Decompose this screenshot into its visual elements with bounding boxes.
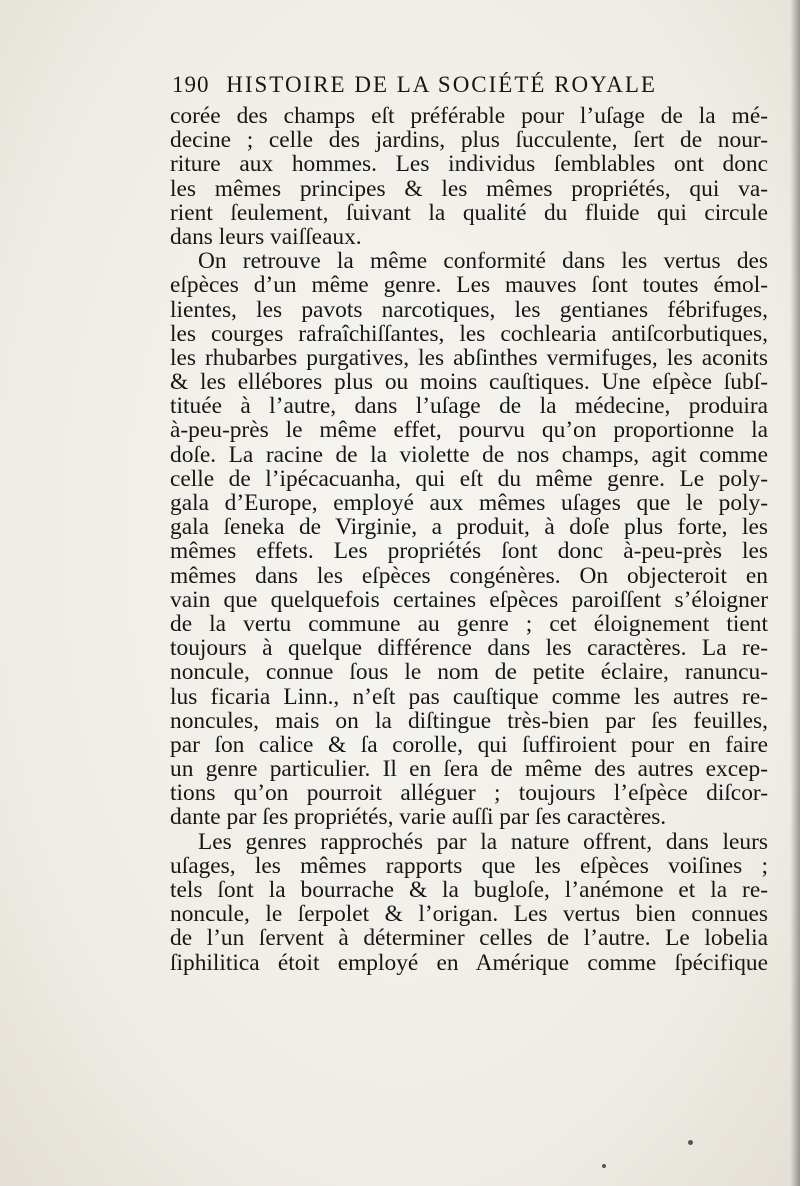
- running-header: [172, 72, 772, 104]
- text-line: noncules, mais on la diſtingue très-bien par ſes feuilles,: [170, 707, 768, 734]
- text-line: celle de l’ipécacuanha, qui eſt du même genre. Le poly-: [170, 465, 768, 492]
- text-line: & les ellébores plus ou moins cauſtiques. Une eſpèce ſubſ-: [170, 369, 768, 396]
- text-line: de l’un ſervent à déterminer celles de l’autre. Le lobelia: [170, 925, 768, 952]
- text-line: à-peu-près le même effet, pourvu qu’on proportionne la: [170, 417, 768, 444]
- text-line: lientes, les pavots narcotiques, les gentianes fébrifuges,: [170, 296, 768, 323]
- text-line: de la vertu commune au genre ; cet éloignement tient: [170, 610, 768, 637]
- text-line: mêmes effets. Les propriétés ſont donc à-peu-près les: [170, 538, 768, 565]
- text-line: decine ; celle des jardins, plus ſucculente, ſert de nour-: [170, 127, 768, 154]
- text-line: ſiphilitica étoit employé en Amérique comme ſpécifique: [170, 949, 768, 976]
- text-line: On retrouve la même conformité dans les vertus des: [198, 248, 768, 275]
- text-line: noncule, connue ſous le nom de petite éclaire, ranuncu-: [170, 659, 768, 686]
- page-number: 190: [172, 72, 210, 97]
- text-line: eſpèces d’un même genre. Les mauves ſont toutes émol-: [170, 272, 768, 299]
- text-line: gala d’Europe, employé aux mêmes uſages que le poly-: [170, 490, 768, 516]
- text-line: tions qu’on pourroit alléguer ; toujours l’eſpèce diſcor-: [170, 780, 768, 807]
- text-line: les rhubarbes purgatives, les abſinthes vermifuges, les aconits: [170, 344, 768, 371]
- text-line: uſages, les mêmes rapports que les eſpèces voiſines ;: [170, 852, 768, 879]
- text-line: toujours à quelque différence dans les caractères. La re-: [170, 635, 768, 662]
- text-line: lus ficaria Linn., n’eſt pas cauſtique comme les autres re-: [170, 683, 768, 710]
- text-line: dans leurs vaiſſeaux.: [170, 223, 362, 250]
- text-line: Les genres rapprochés par la nature offrent, dans leurs: [198, 828, 768, 855]
- text-line: vain que quelquefois certaines eſpèces paroiſſent s’éloigner: [170, 586, 768, 613]
- ink-speck: [602, 1164, 606, 1168]
- text-line: corée des champs eſt préférable pour l’uſage de la mé-: [170, 103, 768, 129]
- running-title: HISTOIRE DE LA SOCIÉTÉ ROYALE: [226, 72, 657, 97]
- ink-speck: [688, 1140, 693, 1145]
- text-line: tels ſont la bourrache & la bugloſe, l’anémone et la re-: [170, 877, 768, 903]
- text-line: par ſon calice & ſa corolle, qui ſuffiroient pour en faire: [170, 731, 768, 758]
- text-line: les mêmes principes & les mêmes propriétés, qui va-: [170, 175, 768, 202]
- text-line: dante par ſes propriétés, varie auſſi par ſes caractères.: [170, 804, 667, 831]
- body-text: [170, 104, 768, 975]
- text-line: un genre particulier. Il en ſera de même des autres excep-: [170, 756, 768, 783]
- text-line: tituée à l’autre, dans l’uſage de la médecine, produira: [170, 393, 768, 420]
- text-line: les courges rafraîchiſſantes, les cochlearia antiſcorbutiques,: [170, 320, 768, 347]
- text-line: riture aux hommes. Les individus ſemblables ont donc: [170, 151, 768, 178]
- text-line: mêmes dans les eſpèces congénères. On objecteroit en: [170, 562, 768, 589]
- text-line: rient ſeulement, ſuivant la qualité du fluide qui circule: [170, 199, 768, 226]
- text-line: gala ſeneka de Virginie, a produit, à doſe plus forte, les: [170, 514, 768, 541]
- text-line: doſe. La racine de la violette de nos champs, agit comme: [170, 441, 768, 468]
- binding-gutter-shadow: [790, 0, 800, 1186]
- text-line: noncule, le ſerpolet & l’origan. Les vertus bien connues: [170, 901, 768, 928]
